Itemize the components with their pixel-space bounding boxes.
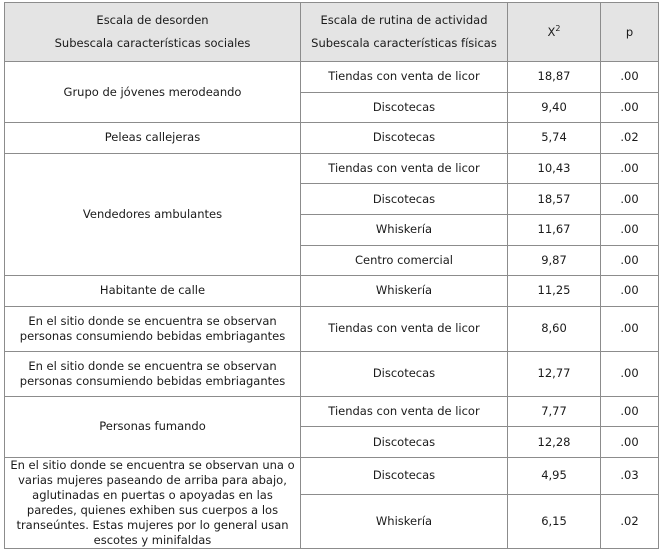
routine-cell: Centro comercial xyxy=(301,245,508,276)
table-row xyxy=(5,351,659,396)
disorder-cell: Personas fumando xyxy=(5,396,301,457)
disorder-cell: En el sitio donde se encuentra se observan personas consumiendo bebidas embriagantes xyxy=(5,351,301,396)
chi2-cell: 11,25 xyxy=(508,276,601,307)
chi2-cell: 9,87 xyxy=(508,245,601,276)
header-routine-scale xyxy=(301,3,508,62)
p-cell: .00 xyxy=(601,92,659,123)
chi2-cell: 18,87 xyxy=(508,62,601,93)
routine-cell: Whiskería xyxy=(301,214,508,245)
p-cell: .00 xyxy=(601,427,659,458)
header-chi-symbol: X xyxy=(547,24,556,39)
routine-cell: Discotecas xyxy=(301,351,508,396)
chi2-cell: 6,15 xyxy=(508,494,601,548)
header-routine-subtitle: Subescala características físicas xyxy=(311,36,497,50)
disorder-cell: Grupo de jóvenes merodeando xyxy=(5,62,301,123)
header-row xyxy=(5,3,659,62)
chi2-cell: 18,57 xyxy=(508,184,601,215)
table-row xyxy=(5,457,659,494)
chi2-cell: 8,60 xyxy=(508,306,601,351)
table-row xyxy=(5,123,659,154)
table-row xyxy=(5,276,659,307)
routine-cell: Tiendas con venta de licor xyxy=(301,396,508,427)
header-disorder-title: Escala de desorden xyxy=(96,13,209,27)
routine-cell: Discotecas xyxy=(301,427,508,458)
routine-cell: Whiskería xyxy=(301,494,508,548)
header-chi-exponent: 2 xyxy=(555,23,561,33)
routine-cell: Tiendas con venta de licor xyxy=(301,62,508,93)
p-cell: .00 xyxy=(601,184,659,215)
p-cell: .03 xyxy=(601,457,659,494)
header-disorder-subtitle: Subescala características sociales xyxy=(54,36,251,50)
chi2-cell: 12,77 xyxy=(508,351,601,396)
p-cell: .00 xyxy=(601,62,659,93)
disorder-cell: En el sitio donde se encuentra se observan personas consumiendo bebidas embriagantes xyxy=(5,306,301,351)
disorder-cell: Vendedores ambulantes xyxy=(5,153,301,275)
chi2-cell: 10,43 xyxy=(508,153,601,184)
chi2-cell: 7,77 xyxy=(508,396,601,427)
disorder-cell: Peleas callejeras xyxy=(5,123,301,154)
chi2-cell: 9,40 xyxy=(508,92,601,123)
p-cell: .00 xyxy=(601,245,659,276)
routine-cell: Whiskería xyxy=(301,276,508,307)
p-cell: .00 xyxy=(601,276,659,307)
chi2-cell: 11,67 xyxy=(508,214,601,245)
routine-cell: Tiendas con venta de licor xyxy=(301,153,508,184)
chi2-cell: 4,95 xyxy=(508,457,601,494)
results-table xyxy=(4,2,659,549)
routine-cell: Discotecas xyxy=(301,457,508,494)
chi2-cell: 12,28 xyxy=(508,427,601,458)
table-row xyxy=(5,306,659,351)
table-row xyxy=(5,153,659,184)
routine-cell: Discotecas xyxy=(301,184,508,215)
p-cell: .00 xyxy=(601,396,659,427)
p-cell: .00 xyxy=(601,306,659,351)
p-cell: .02 xyxy=(601,123,659,154)
header-p-value: p xyxy=(601,3,659,62)
p-cell: .00 xyxy=(601,153,659,184)
table-row xyxy=(5,396,659,427)
table-row xyxy=(5,62,659,93)
header-routine-title: Escala de rutina de actividad xyxy=(320,13,488,27)
routine-cell: Discotecas xyxy=(301,123,508,154)
routine-cell: Tiendas con venta de licor xyxy=(301,306,508,351)
header-chi-square xyxy=(508,3,601,62)
chi2-cell: 5,74 xyxy=(508,123,601,154)
p-cell: .00 xyxy=(601,214,659,245)
disorder-cell: Habitante de calle xyxy=(5,276,301,307)
p-cell: .00 xyxy=(601,351,659,396)
disorder-cell: En el sitio donde se encuentra se observan una o varias mujeres paseando de arriba para abajo, aglutinadas en puertas o apoyadas en las paredes, quienes exhiben sus cuerpos a los transeúntes. Estas mujeres por lo general usan escotes y minifaldas xyxy=(5,457,301,548)
p-cell: .02 xyxy=(601,494,659,548)
routine-cell: Discotecas xyxy=(301,92,508,123)
header-disorder-scale xyxy=(5,3,301,62)
